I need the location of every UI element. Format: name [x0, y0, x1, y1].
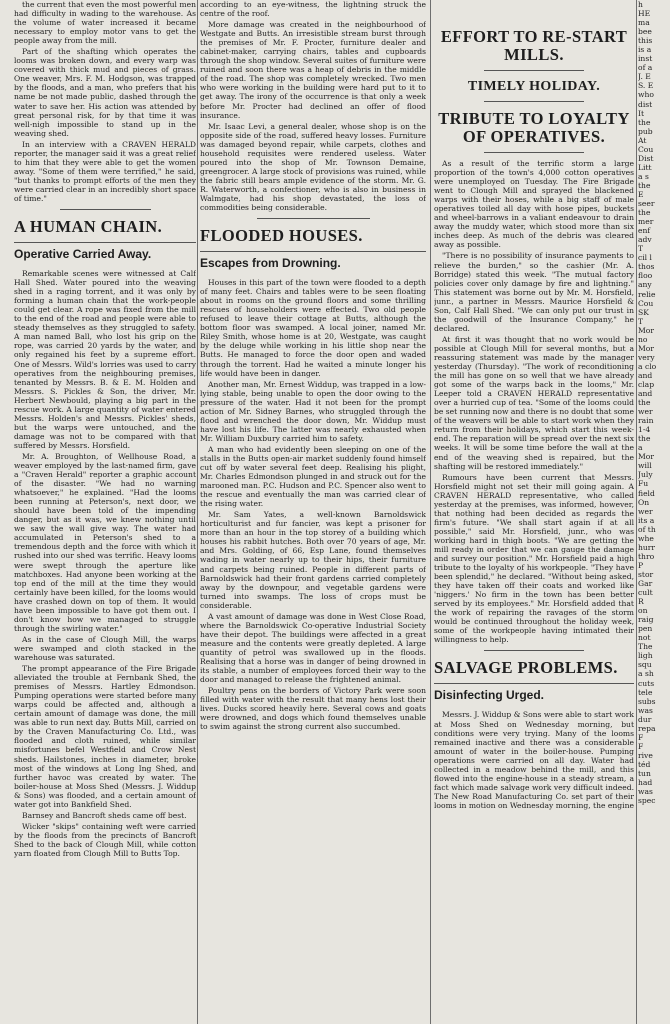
text-fragment: and [638, 370, 653, 380]
paragraph: according to an eye-witness, the lightning struck the centre of the roof. [200, 0, 426, 19]
text-fragment: the [638, 180, 651, 190]
text-fragment: T [638, 316, 644, 326]
text-fragment: relie [638, 289, 656, 299]
paragraph: The prompt appearance of the Fire Brigade alleviated the trouble at Fernbank Shed, the premises of Messrs. Hartley Edmondson. Pumping operations were started before many warps could be affected and, although a certain amount of damage was done, the mill was able to run next day. Butts Mill, carried on by the Craven Manufacturing Co. Ltd., was flooded and cloth ruined, while similar misfortunes befel Westfield and Crow Nest sheds. Hailstones, inches in diameter, broke most of the windows at Long Ing Shed, and further havoc was created by water. The boiler-house at Moss Shed (Messrs. J. Widdup & Sons) was flooded, and a certain amount of water got into Bankfield Shed. [14, 664, 196, 809]
text-fragment: rive [638, 750, 653, 760]
paragraph: Another man, Mr. Ernest Widdup, was trapped in a low-lying stable, being unable to open the door owing to the pressure of the water. Had it not been for the prompt action of Mr. Sidney Barnes, who struggled through the flood and wrenched the door down, Mr. Widdup must have lost his life. The latter was nearly exhausted when Mr. William Duxbury carried him to safety. [200, 379, 426, 443]
paragraph: Poultry pens on the borders of Victory Park were soon filled with water with the result that many hens lost their lives. Ducks scored heavily here. Several cows and goats were drowned, and dogs which found themselves unable to swim against the strong current also succumbed. [200, 686, 426, 732]
text-fragment: thos [638, 262, 655, 272]
divider [484, 70, 584, 71]
text-fragment: of a [638, 63, 653, 73]
text-fragment: thro [638, 551, 655, 561]
text-fragment: very [638, 352, 655, 362]
text-fragment: the [638, 434, 651, 444]
paragraph: As in the case of Clough Mill, the warps were swamped and cloth stacked in the warehouse was saturated. [14, 634, 196, 662]
text-fragment: a s [638, 171, 649, 181]
text-fragment: On [638, 497, 650, 507]
column-4-cropped [638, 0, 670, 1024]
divider [257, 218, 370, 219]
text-fragment: J. E [638, 72, 651, 82]
paragraph: In an interview with a CRAVEN HERALD reporter, the manager said it was a great relief to him that they were able to get the women away. "Some of them were terrified," he said, "but thanks to prompt efforts of the men they were carried clear in an incredibly short space of time." [14, 139, 196, 203]
text-fragment: whe [638, 533, 654, 543]
paragraph: A man who had evidently been sleeping on one of the stalls in the Butts open-air market suddenly found himself cut off by water several feet deep. Realising his plight, Mr. Charles Edmondson plunged in and struck out for the marooned man. P.C. Hudson and P.C. Spencer also went to the rescue and eventually the man was carried clear of the rising water. [200, 444, 426, 509]
subheadline-escapes-from-drowning: Escapes from Drowning. [200, 256, 341, 271]
text-fragment: a [638, 443, 643, 453]
text-fragment: cult [638, 588, 653, 598]
text-fragment: E [638, 189, 644, 199]
text-fragment: seer [638, 199, 655, 209]
text-fragment: spec [638, 796, 656, 806]
text-fragment: will [638, 461, 652, 471]
text-fragment: pub [638, 126, 653, 136]
text-fragment: field [638, 488, 655, 498]
headline-salvage-problems: SALVAGE PROBLEMS. [434, 658, 618, 678]
col1-body [14, 269, 196, 858]
subheadline-disinfecting-urged: Disinfecting Urged. [434, 688, 545, 703]
col2-top-article [200, 0, 426, 212]
text-fragment: stor [638, 569, 654, 579]
subheadline-operative-carried-away: Operative Carried Away. [14, 247, 152, 262]
text-fragment: It [638, 108, 645, 118]
column-2 [200, 0, 426, 1024]
divider [434, 683, 634, 684]
paragraph: Remarkable scenes were witnessed at Calf Hall Shed. Water poured into the weaving shed in a raging torrent, and it was only by forming a human chain that the work-people could get clear. A rope was fixed from the mill to the end of the road and people were able to steady themselves as they struggled to safety. A man named Ball, who lost his grip on the rope, was carried 20 yards by the water, and only regained his feet by a supreme effort. One of Messrs. Wild's lorries was used to carry operatives from the neighbouring premises, tenanted by Messrs. B. & E. M. Holden and Messrs. S. Pickles & Son, the driver, Mr. Herbert Newbould, playing a big part in the rescue work. A large quantity of water entered Messrs. Holden's and Messrs. Pickles' sheds, but the warps were untouched, and the damage was not to be compared with that suffered by Messrs. Horsfield. [14, 269, 196, 450]
paragraph: Messrs. J. Widdup & Sons were able to start work at Moss Shed on Wednesday morning, but conditions were very trying. Many of the looms remained inactive and there was a considerable amount of water in the boiler-house. Pumping operations were carried on all day. Water had collected in a meadow behind the mill, and this flowed into the engine-house in a steady stream, a fact which made salvage work very difficult indeed. The New Road Manufacturing Co. set part of their looms in motion on Wednesday morning, the engine [434, 710, 634, 810]
paragraph: Mr. Sam Yates, a well-known Barnoldswick horticulturist and fur fancier, was kept a prisoner for more than an hour in the top storey of a building which houses his rabbit hutches. Both over 70 years of age, Mr. and Mrs. Golding, of 66, Esp Lane, found themselves wading in water nearly up to their hips, their furniture and carpets being ruined. People in different parts of Barnoldswick had their front gardens carried completely away by the downpour, and vegetable gardens were turned into swamps. The loss of crops must be considerable. [200, 510, 426, 610]
paragraph: Rumours have been current that Messrs. Horsfield might not set their mill going again. A CRAVEN HERALD representative, who called yesterday at the premises, was informed, however, that nothing had been decided as regards the firm's future. "We shall start again if at all possible," said Mr. Horsfield, junr., who was working hard in thigh boots. "We are getting the mill ready in order that we can gauge the damage and survey our position." Mr. Horsfield paid a high tribute to the loyalty of his workpeople. "They have been splendid," he declared. "Without being asked, they have taken off their coats and worked like 'niggers.' No firm in the town has been better served by its employees." Mr. Horsfield added that the work of repairing the ravages of the storm would be continued throughout the holiday week, some of the workpeople having intimated their willingness to help. [434, 472, 634, 645]
column-1 [14, 0, 196, 1024]
text-fragment: a sh [638, 669, 654, 679]
text-fragment: raig [638, 615, 654, 625]
paragraph: Barnsey and Bancroft sheds came off best. [22, 810, 187, 820]
paragraph: Wicker "skips" containing weft were carried by the floods from the precincts of Bancroft Shed to the back of Clough Mill, while cotton yarn floated from Clough Mill to Butts Top. [14, 821, 196, 858]
divider [60, 209, 151, 210]
headline-timely-holiday: TIMELY HOLIDAY. [467, 79, 601, 94]
text-fragment: The [638, 642, 653, 652]
text-fragment: Gar [638, 579, 653, 588]
text-fragment: a clo [638, 361, 657, 371]
text-fragment: At [638, 135, 647, 145]
text-fragment: the [638, 398, 651, 408]
text-fragment: no [638, 334, 648, 344]
text-fragment: tun [638, 768, 651, 778]
divider [484, 650, 584, 651]
paragraph: A vast amount of damage was done in West Close Road, where the Barnoldswick Co-operative Industrial Society have their depot. The buildings were affected in a great measure and the contents were greatly depleted. A large quantity of petrol was swallowed up in the floods. Realising that a horse was in danger of being drowned in its stable, a number of employees forced their way to the door and managed to release the frightened animal. [200, 611, 426, 685]
text-fragment: ligh [638, 651, 653, 661]
text-fragment: HE [638, 9, 651, 19]
text-fragment: F [638, 741, 644, 751]
col4-fragments [638, 0, 670, 805]
paragraph: More damage was created in the neighbourhood of Westgate and Butts. An irresistible stream burst through the premises of Mr. F. Procter, furniture dealer and cabinet-maker, carrying chairs, tables and cupboards through the shop window. Several suites of furniture were ruined and soon there was a heap of debris in the middle of the road. The shop was completely wrecked. Two men who were working in the building were hard put to it to get away. The irony of the occurrence is that only a week before Mr. Procter had declined an offer of flood insurance. [200, 20, 426, 120]
paragraph: As a result of the terrific storm a large proportion of the town's 4,000 cotton operatives were unemployed on Tuesday. The Fire Brigade went to Clough Mill and sprayed the blackened warps with their hoses, while a big staff of male operatives toiled all day with hose pipes, buckets and wheel-barrows in a valiant endeavour to drain away the muddy water, which stood more than six inches deep. As much of the debris was cleared away as possible. [434, 159, 634, 250]
text-fragment: clap [638, 379, 655, 389]
text-fragment: tele [638, 687, 653, 697]
paragraph: Mr. Isaac Levi, a general dealer, whose shop is on the opposite side of the road, suffered heavy losses. Furniture was damaged beyond repair, while carpets, clothes and household requisites were rendered useless. Water poured into the shop of Mr. Townson Demaine, greengrocer. A large stock of provisions was ruined, while the fabric still bears ample evidence of the storm. Mr. G. R. Waterworth, a confectioner, who is also in business in Walmgate, had his shop devastated, the loss of commodities being considerable. [200, 121, 426, 213]
paragraph: "There is no possibility of insurance payments to relieve the burden," so the cashier (Mr. A. Borridge) stated this week. "The mutual factory policies cover only damage by fire and lightning." This statement was borne out by Mr. M. Horsfield, junr., a partner in Messrs. Maurice Horsfield & Son, Calf Hall Shed. "We can only put our trust in the goodwill of the Insurance Company," he declared. [434, 251, 634, 333]
text-fragment: 1-4 [638, 425, 651, 435]
text-fragment: pen [638, 624, 653, 634]
text-fragment: T [638, 244, 644, 254]
column-rule [430, 0, 431, 1024]
column-rule [636, 0, 637, 1024]
text-fragment: who [638, 90, 654, 100]
text-fragment: its a [638, 515, 655, 525]
text-fragment: not [638, 633, 651, 643]
divider [14, 242, 196, 243]
text-fragment: and [638, 389, 653, 399]
text-fragment: squ [638, 660, 652, 670]
text-fragment: was [638, 705, 653, 715]
text-fragment: July [638, 470, 653, 480]
text-fragment: bee [638, 27, 652, 37]
paragraph: Part of the shafting which operates the looms was broken down, and every warp was covered with thick mud and pieces of grass. One weaver, Mrs. F. M. Hodgson, was trapped by the floods, and a man, who prefers that his name be not made public, dashed through the water to save her. His action was attended by great personal risk, for by that time it was well-nigh impossible to stand up in the weaving shed. [14, 47, 196, 138]
paragraph: Mr. A. Broughton, of Wellhouse Road, a weaver employed by the last-named firm, gave a "Craven Herald" reporter a graphic account of the disaster. "We had no warning whatsoever," he explained. "Had the looms been running at Peterson's, next door, we should have been told of the impending danger, but as it was, we knew nothing until we saw the wall give way. The water had accumulated in Peterson's shed to a tremendous depth and the force with which it rushed into our shed was terrific. Heavy looms were swept through the aperture like matchboxes. Had anyone been working at the top end of the mill at the time they would certainly have been killed, for the looms would have crashed down on top of them. It would have been impossible to have got them out. I don't know how we managed to struggle through the swirling water." [14, 451, 196, 633]
headline-effort-to-restart-mills: EFFORT TO RE-START MILLS. [440, 27, 628, 64]
text-fragment: the [638, 208, 651, 218]
text-fragment: adv [638, 235, 652, 245]
text-fragment: wer [638, 407, 653, 417]
text-fragment: this [638, 36, 653, 46]
text-fragment: Mor [638, 343, 654, 353]
text-fragment: inst [638, 54, 653, 64]
headline-tribute-to-loyalty: TRIBUTE TO LOYALTY OF OPERATIVES. [438, 109, 630, 146]
text-fragment: P [638, 560, 644, 570]
text-fragment: Mor [638, 452, 654, 462]
col1-top-article [14, 0, 196, 203]
text-fragment: dur [638, 714, 652, 724]
col3-body [434, 159, 634, 644]
paragraph: At first it was thought that no work would be possible at Clough Mill for several months, but a reassuring statement was made by the manager yesterday (Thursday). "The work of reconditioning the mill has gone on so well that we have already got some of the warps back in the looms," Mr. Leeper told a CRAVEN HERALD representative over a hurried cup of tea. "Some of the looms could be set running now and there is no doubt that some of the weavers will be able to start work when they return from their holidays, which start this week-end. The reparation will be spread over the next six weeks. It will be some time before the wall at the end of the weaving shed is repaired, but the shafting will be restored immediately." [434, 334, 634, 471]
col2-body [200, 278, 426, 731]
column-3 [434, 0, 634, 1024]
text-fragment: cil l [638, 253, 652, 263]
text-fragment: subs [638, 696, 656, 706]
text-fragment: on [638, 606, 648, 616]
text-fragment: Cou [638, 144, 654, 154]
text-fragment: h [638, 0, 643, 9]
text-fragment: floo [638, 271, 653, 281]
text-fragment: Cou [638, 298, 654, 308]
paragraph: Houses in this part of the town were flooded to a depth of many feet. Chairs and tables were to be seen floating about in rooms on the ground floors and some thrilling rescues of householders were effected. Two old people refused to leave their cottage at Butts, although the bottom floor was swamped. A local joiner, named Mr. Riley Smith, whose home is at 20, Westgate, was caught by the deluge while working in his little shop near the Butts. He managed to force the door open and waded through the torrent. Had he waited a minute longer his life would have been in danger. [200, 278, 426, 378]
text-fragment: of th [638, 524, 656, 534]
paragraph: the current that even the most powerful men had difficulty in wading to the warehouse. As the volume of water increased it became necessary to employ motor vans to get the people away from the mill. [14, 0, 196, 46]
divider [484, 101, 584, 102]
headline-human-chain: A HUMAN CHAIN. [14, 217, 163, 237]
text-fragment: enf [638, 226, 651, 236]
text-fragment: téd [638, 759, 651, 769]
text-fragment: mer [638, 217, 654, 227]
text-fragment: Dist [638, 153, 654, 163]
text-fragment: hurr [638, 542, 656, 552]
text-fragment: was [638, 787, 653, 797]
text-fragment: ma [638, 18, 650, 28]
text-fragment: any [638, 280, 652, 290]
text-fragment: repa [638, 723, 656, 733]
text-fragment: R [638, 597, 644, 607]
text-fragment: Mor [638, 325, 654, 335]
text-fragment: had [638, 778, 653, 788]
divider [484, 152, 584, 153]
text-fragment: S. E [638, 81, 654, 91]
text-fragment: F [638, 732, 644, 742]
text-fragment: is a [638, 45, 652, 55]
text-fragment: SK [638, 307, 649, 317]
text-fragment: Litt [638, 162, 652, 172]
text-fragment: the [638, 117, 651, 127]
text-fragment: wer [638, 506, 653, 516]
column-rule [197, 0, 198, 1024]
divider [200, 251, 426, 252]
text-fragment: dist [638, 99, 653, 109]
text-fragment: rain [638, 416, 654, 426]
text-fragment: Fu [638, 479, 649, 489]
text-fragment: cuts [638, 678, 655, 688]
headline-flooded-houses: FLOODED HOUSES. [200, 226, 363, 246]
